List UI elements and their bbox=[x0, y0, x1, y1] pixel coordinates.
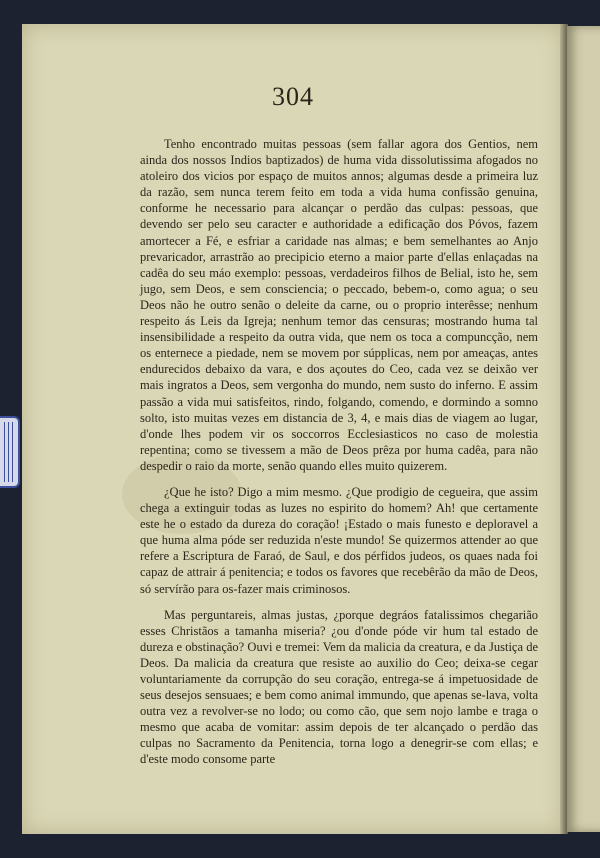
paragraph-1: Tenho encontrado muitas pessoas (sem fallar agora dos Gentios, nem ainda dos nossos Indios baptizados) de huma vida dissolutissima afogados no atoleiro dos vicios por espaço de muitos annos; algumas desde a primeira luz da razão, sem nunca terem feito em toda a vida huma confissão genuina, conforme he necessario para alcançar o perdão das culpas: pessoas, que devendo ser pelo seu caracter e authoridade a edificação dos Póvos, fazem amortecer a Fé, e esfriar a caridade nas almas; e bem semelhantes ao Anjo prevaricador, arrastrão ao precipicio eterno a maior parte d'ellas enlaçadas na cadêa do seu máo exemplo: pessoas, verdadeiros filhos de Belial, isto he, sem jugo, sem Deos, e sem consciencia; o peccado, bebem-o, como agua; o seu Deos não he outro senão o deleite da carne, ou o proprio interêsse; nenhum respeito ás Leis da Igreja; nenhum temor das censuras; mostrando huma tal insensibilidade a respeito da outra vida, que nem os toca a compuncção, nem os enternece a piedade, nem se movem por súpplicas, nem por ameaças, antes endurecidos debaixo da vara, e dos açoutes do Ceo, cada vez se deixão ver mais ingratos a Deos, sem vergonha do mundo, nem susto do inferno. E assim passão a vida mui satisfeitos, rindo, folgando, comendo, e dormindo a somno solto, isto muitas vezes em distancia de 3, 4, e mais dias de viagem ao lugar, d'onde lhes podem vir os soccorros Ecclesiasticos no caso de molestia repentina; como se tivessem a mão de Deos prêza por huma cadêa, para não despedir o raio da morte, senão quando elles muito quizerem. bbox=[140, 137, 538, 473]
adjacent-page-edge bbox=[567, 26, 600, 832]
library-mark-icon bbox=[0, 416, 20, 488]
page-body bbox=[140, 136, 538, 778]
book-page bbox=[22, 24, 564, 834]
page-number: 304 bbox=[272, 82, 314, 111]
paragraph-3: Mas perguntareis, almas justas, ¿porque degráos fatalissimos chegarião esses Christãos a tamanha miseria? ¿ou d'onde póde vir hum tal estado de dureza e obstinação? Ouvi e tremei: Vem da malicia da creatura, e da Justiça de Deos. Da malicia da creatura que resiste ao auxilio do Ceo; deixa-se cegar voluntariamente da corrupção do seu coração, entrega-se á impetuosidade de seus desejos sensuaes; e bem como animal immundo, que apenas se-lava, volta outra vez a revolver-se no lodo; ou como cão, que sem nojo lambe e traga o mesmo que acaba de vomitar: assim depois de ter alcançado o perdão das culpas no Sacramento da Penitencia, torna logo a denegrir-se com ellas; e d'este modo consome parte bbox=[140, 607, 538, 767]
paragraph-2: ¿Que he isto? Digo a mim mesmo. ¿Que prodigio de cegueira, que assim chega a extinguir todas as luzes no espirito do homem? Ah! que certamente este he o estado da dureza do coração! ¡Estado o mais funesto e deploravel a que huma alma póde ser reduzida n'este mundo! Se quizermos attender ao que refere a Escriptura de Faraó, de Saul, e dos pérfidos judeos, os quaes nada foi capaz de attrair á penitencia; e todos os favores que recebêrão da mão de Deos, só servírão para os-fazer mais criminosos. bbox=[140, 484, 538, 596]
